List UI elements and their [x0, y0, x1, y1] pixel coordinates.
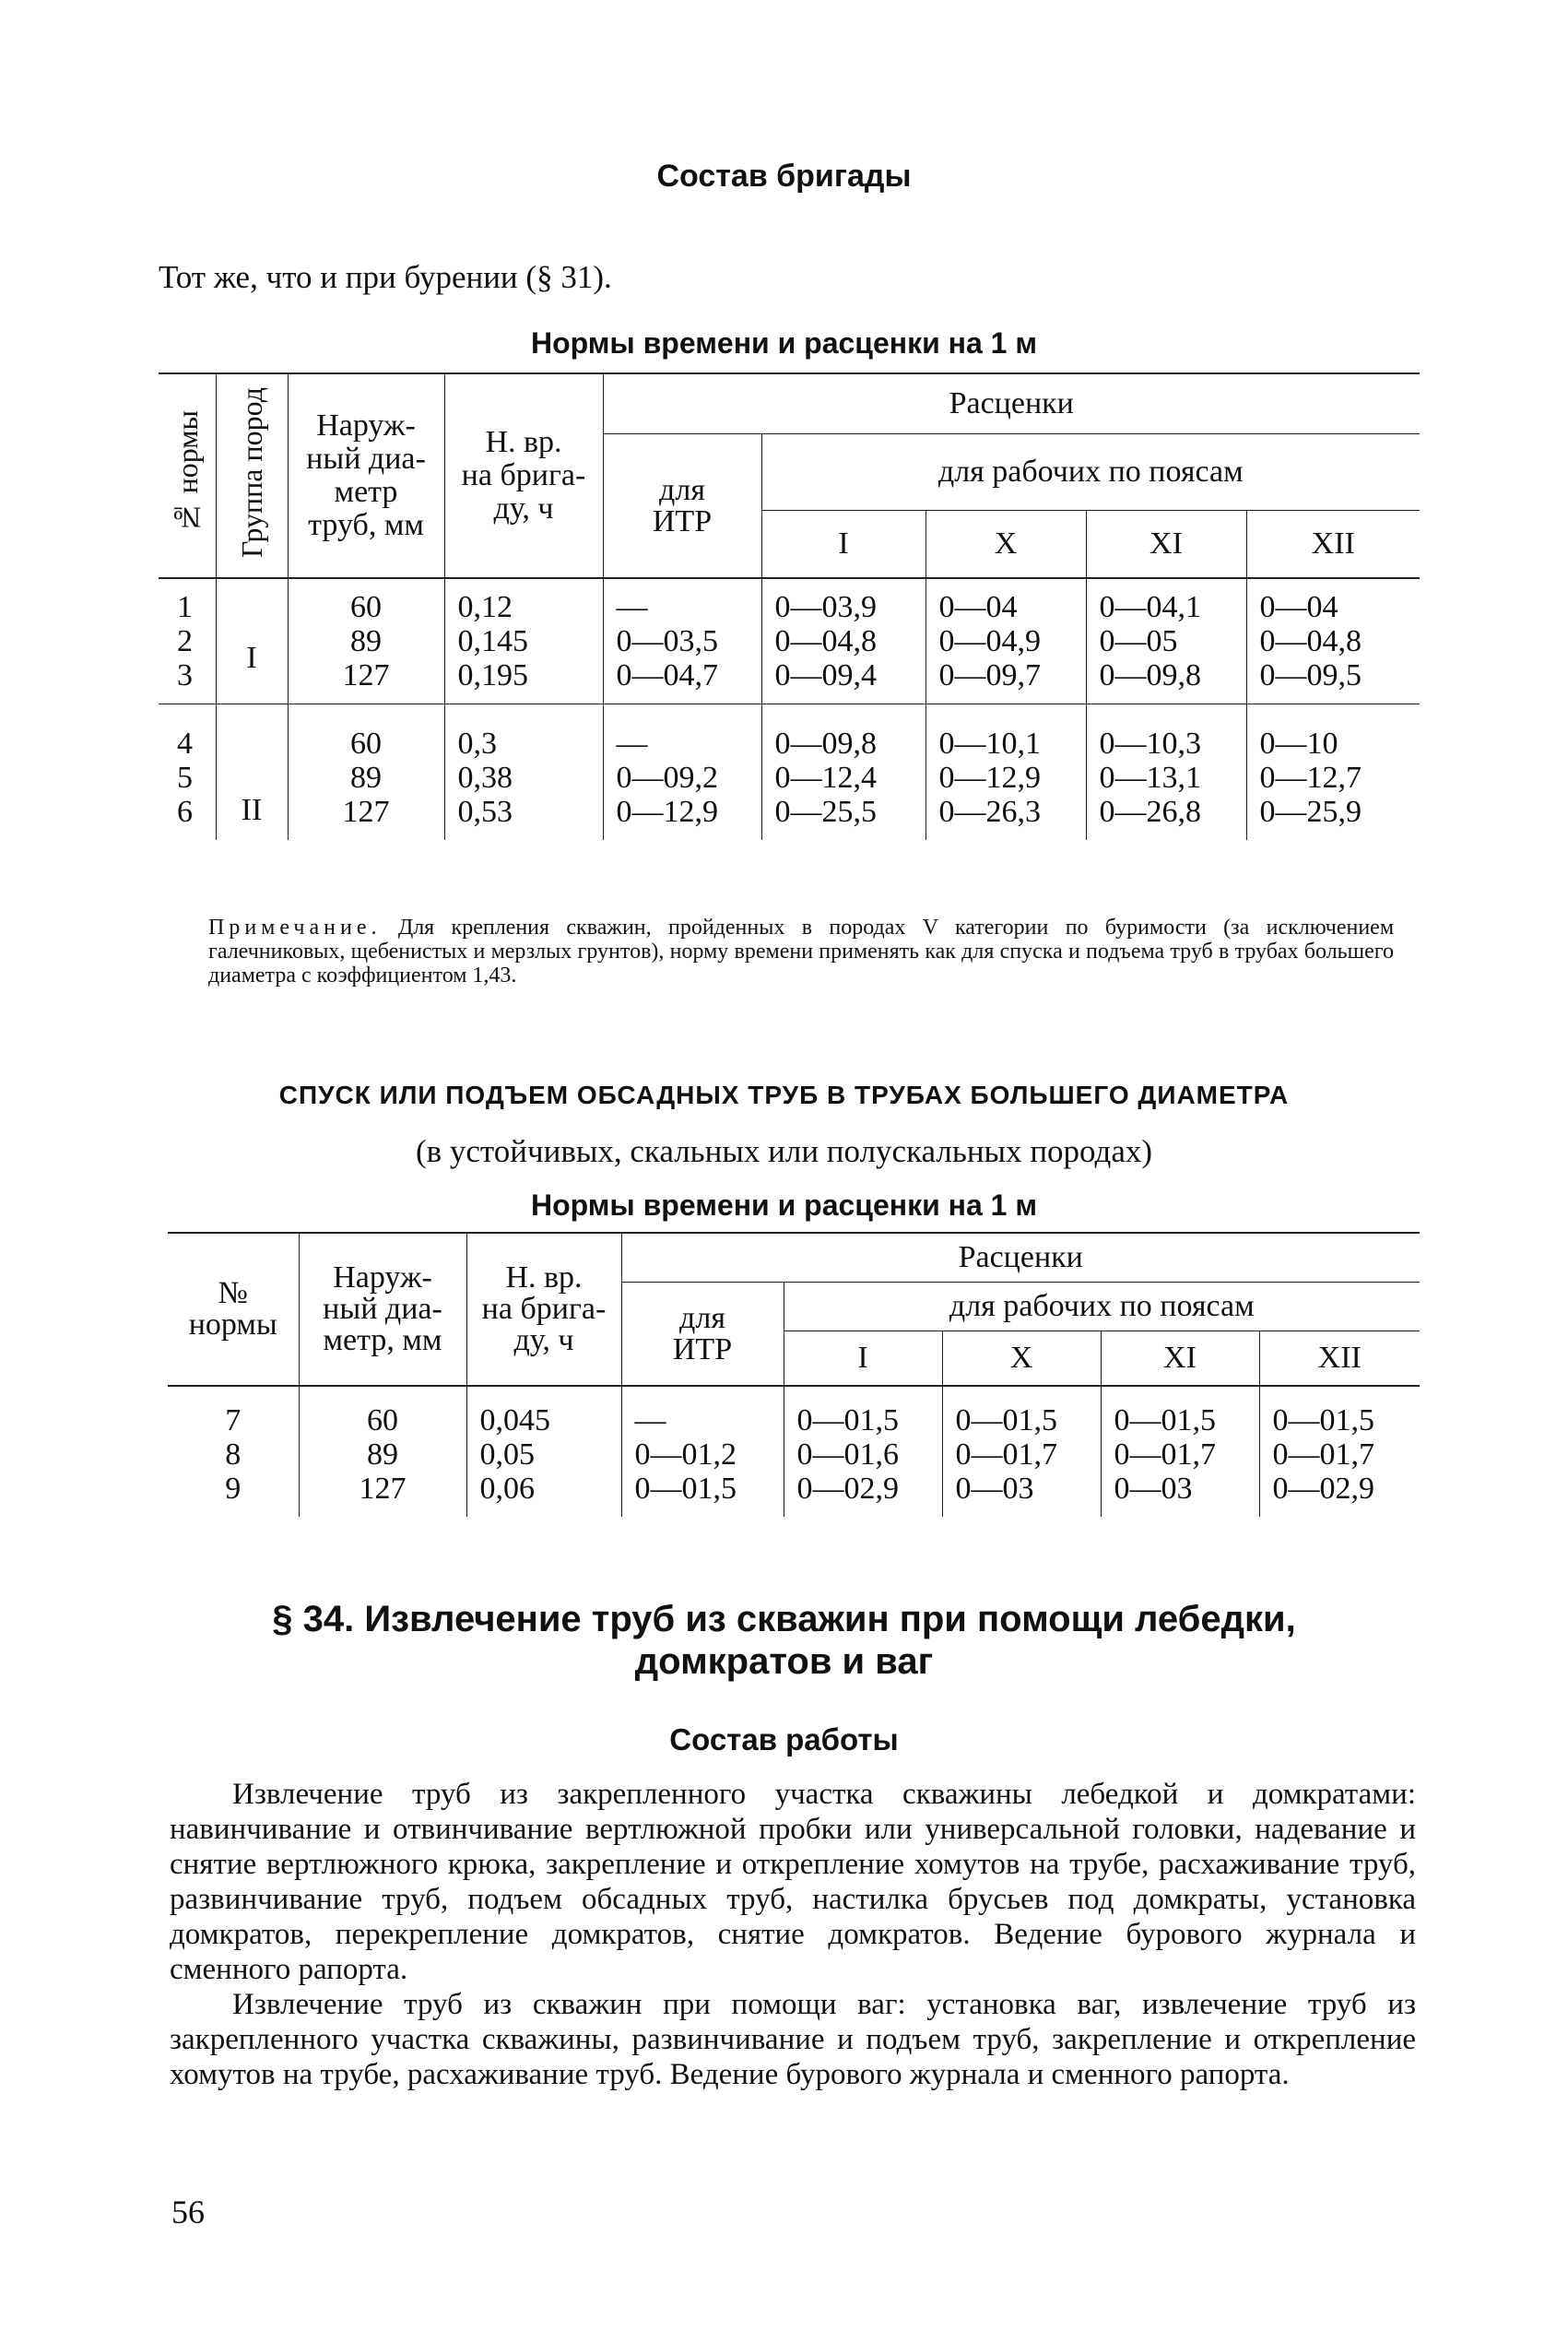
rock-group: I: [216, 578, 288, 704]
itr-rates: — 0—09,2 0—12,9: [603, 704, 761, 841]
paragraph-winch: Извлечение труб из закрепленного участка скважины лебедкой и домкратами: навинчивание и отвинчивание вертлюжной пробки или универсальной головки, надевание и снятие вертлюжного крюка, закрепление и открепление хомутов на трубе, расхаживание труб, развинчивание труб, подъем обсадных труб, настилка брусьев под домкраты, установка домкратов, перекрепление домкратов, снятие домкратов. Ведение бурового журнала и сменного рапорта.: [170, 1778, 1416, 1986]
header-time-norm: Н. вр. на брига- ду, ч: [466, 1233, 621, 1386]
section-subtitle-work: Состав работы: [669, 1722, 899, 1756]
zone-xii-rates: 0—04 0—04,8 0—09,5: [1246, 578, 1420, 704]
header-zone-xi: XI: [1101, 1331, 1259, 1387]
itr-rates: — 0—01,2 0—01,5: [621, 1386, 784, 1517]
time-norms: 0,045 0,05 0,06: [466, 1386, 621, 1517]
norms-table-2: [168, 1232, 1420, 1517]
table-row-group: [159, 578, 1420, 704]
header-zone-x: X: [925, 511, 1086, 579]
page-number: 56: [171, 2194, 205, 2230]
zone-xi-rates: 0—04,1 0—05 0—09,8: [1086, 578, 1246, 704]
table-row-group: [168, 1386, 1420, 1517]
norms-table-1: [159, 373, 1420, 840]
header-itr: для ИТР: [621, 1283, 784, 1387]
header-itr: для ИТР: [603, 434, 761, 579]
header-rock-group: Группа пород: [216, 373, 288, 578]
table1-caption: Нормы времени и расценки на 1 м: [530, 326, 1038, 360]
header-workers-zones: для рабочих по поясам: [761, 434, 1420, 511]
header-norm-number: № нормы: [168, 1233, 299, 1386]
table-note: [208, 916, 1394, 988]
zone-xii-rates: 0—01,5 0—01,7 0—02,9: [1259, 1386, 1420, 1517]
zone-xi-rates: 0—10,3 0—13,1 0—26,8: [1086, 704, 1246, 841]
norm-numbers: 4 5 6: [177, 727, 193, 829]
header-outer-diameter: Наруж- ный диа- метр, мм: [299, 1233, 466, 1386]
work-description: [170, 1777, 1416, 2092]
section-title-casing: СПУСК ИЛИ ПОДЪЕМ ОБСАДНЫХ ТРУБ В ТРУБАХ БОЛЬШЕГО ДИАМЕТРА: [278, 1081, 1290, 1109]
norm-numbers: 1 2 3: [159, 578, 216, 704]
table-row-group: [159, 704, 1420, 841]
section-heading-34: [0, 1598, 1568, 1683]
paragraph-levers: Извлечение труб из скважин при помощи ваг: установка ваг, извлечение труб из закрепленного участка скважины, развинчивание и подъем труб, закрепление и открепление хомутов на трубе, расхаживание труб. Ведение бурового журнала и сменного рапорта.: [170, 1988, 1416, 2091]
zone-x-rates: 0—10,1 0—12,9 0—26,3: [925, 704, 1086, 841]
header-rates: Расценки: [603, 373, 1420, 434]
note-label: Примечание.: [208, 916, 382, 940]
header-outer-diameter: Наруж- ный диа- метр труб, мм: [288, 373, 444, 578]
intro-text: Тот же, что и при бурении (§ 31).: [159, 259, 612, 295]
header-zone-x: X: [942, 1331, 1101, 1387]
itr-rates: — 0—03,5 0—04,7: [603, 578, 761, 704]
time-norms: 0,12 0,145 0,195: [444, 578, 603, 704]
section-heading-line-1: § 34. Извлечение труб из скважин при помощи лебедки,: [272, 1599, 1296, 1639]
diameters: 60 89 127: [299, 1386, 466, 1517]
norm-numbers: 7 8 9: [225, 1403, 242, 1506]
header-zone-xi: XI: [1086, 511, 1246, 579]
header-zone-xii: XII: [1246, 511, 1420, 579]
diameters: 60 89 127: [288, 704, 444, 841]
note-text: Для крепления скважин, пройденных в породах V категории по буримости (за исключением галечниковых, щебенистых и мерзлых грунтов), норму времени применять как для спуска и подъема труб в трубах большего диаметра с коэффициентом 1,43.: [208, 916, 1394, 988]
zone-i-rates: 0—01,5 0—01,6 0—02,9: [784, 1386, 942, 1517]
zone-i-rates: 0—03,9 0—04,8 0—09,4: [761, 578, 925, 704]
header-zone-xii: XII: [1259, 1331, 1420, 1387]
zone-xi-rates: 0—01,5 0—01,7 0—03: [1101, 1386, 1259, 1517]
zone-x-rates: 0—01,5 0—01,7 0—03: [942, 1386, 1101, 1517]
header-workers-zones: для рабочих по поясам: [784, 1283, 1420, 1331]
zone-xii-rates: 0—10 0—12,7 0—25,9: [1246, 704, 1420, 841]
rock-group: II: [216, 704, 288, 841]
header-rates: Расценки: [621, 1233, 1420, 1283]
zone-x-rates: 0—04 0—04,9 0—09,7: [925, 578, 1086, 704]
header-zone-i: I: [761, 511, 925, 579]
section-subtitle-casing: (в устойчивых, скальных или полускальных породах): [415, 1133, 1153, 1169]
header-norm-number: № нормы: [159, 373, 216, 578]
diameters: 60 89 127: [288, 578, 444, 704]
section-heading-line-2: домкратов и ваг: [634, 1641, 934, 1682]
time-norms: 0,3 0,38 0,53: [444, 704, 603, 841]
header-time-norm: Н. вр. на брига- ду, ч: [444, 373, 603, 578]
zone-i-rates: 0—09,8 0—12,4 0—25,5: [761, 704, 925, 841]
header-zone-i: I: [784, 1331, 942, 1387]
table2-caption: Нормы времени и расценки на 1 м: [530, 1189, 1038, 1222]
section-title-brigade: Состав бригады: [656, 159, 912, 194]
